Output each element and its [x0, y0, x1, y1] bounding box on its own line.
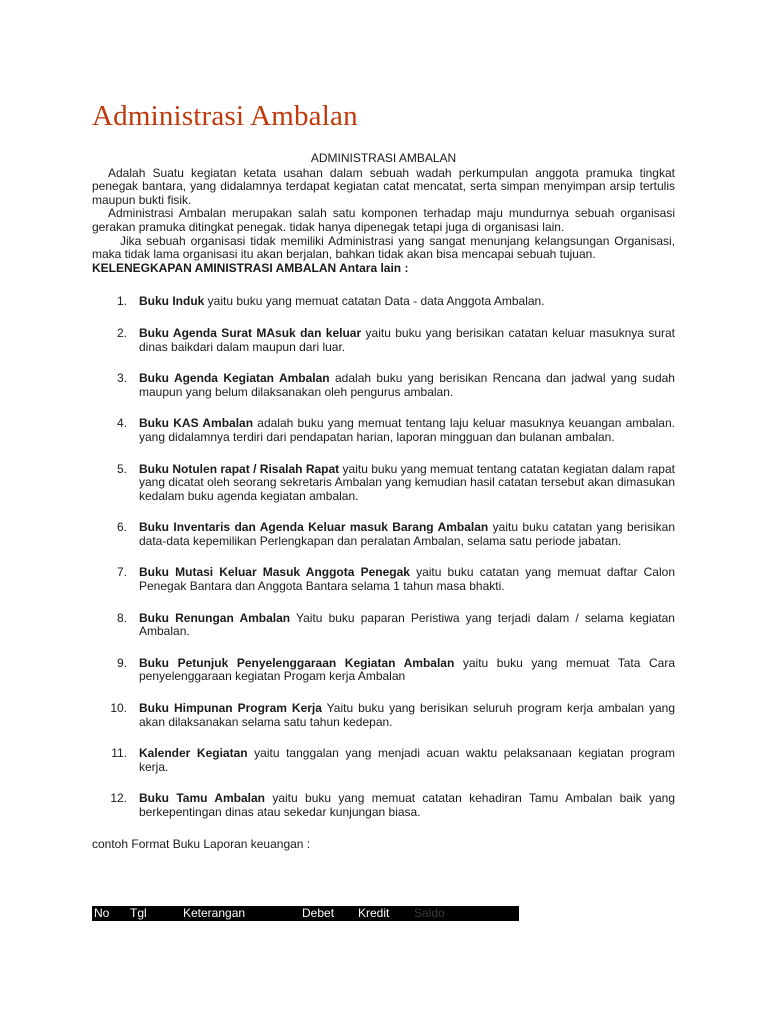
list-item — [92, 295, 675, 309]
paragraph-3: Jika sebuah organisasi tidak memiliki Administrasi yang sangat menunjang kelangsungan Organisasi, maka tidak lama organisasi itu akan berjalan, bahkan tidak akan bisa mencapai sebuah tujuan. — [92, 233, 675, 262]
list-item-title: Buku Mutasi Keluar Masuk Anggota Penegak — [139, 565, 410, 580]
list-item — [92, 463, 675, 504]
list-item-number: 5. — [116, 461, 127, 476]
paragraph-2: Administrasi Ambalan merupakan salah satu komponen terhadap maju mundurnya sebuah organisasi gerakan pramuka ditingkat penegak. tidak hanya dipenegak tetapi juga di organisasi lain. — [92, 206, 675, 234]
list-item-title: Buku KAS Ambalan — [139, 416, 254, 431]
list-item-title: Buku Inventaris dan Agenda Keluar masuk Barang Ambalan — [139, 520, 489, 535]
list-item-number: 12. — [110, 791, 127, 806]
list-item-number: 7. — [116, 565, 127, 580]
list-item-title: Buku Induk — [139, 294, 205, 309]
list-item-title: Kalender Kegiatan — [139, 746, 248, 761]
list-item-description: yaitu buku catatan yang memuat daftar Calon Penegak Bantara dan Anggota Bantara selama 1 tahun masa bhakti. — [139, 565, 675, 594]
list-item-title: Buku Renungan Ambalan — [139, 610, 291, 625]
list-item — [92, 327, 675, 354]
contoh-caption: contoh Format Buku Laporan keuangan : — [92, 836, 311, 851]
list-item-number: 8. — [116, 610, 127, 625]
list-item — [92, 521, 675, 548]
list-item-number: 3. — [116, 371, 127, 386]
kelengkapan-list — [92, 295, 675, 819]
list-item-description: yaitu tanggalan yang menjadi acuan waktu pelaksanaan kegiatan program kerja. — [139, 746, 675, 774]
list-item-title: Buku Tamu Ambalan — [139, 791, 266, 806]
list-item — [92, 747, 675, 774]
list-item — [92, 417, 675, 444]
list-item — [92, 792, 675, 819]
table-header-no: No — [94, 906, 110, 920]
list-item-description: Yaitu buku yang berisikan seluruh program kerja ambalan yang akan dilaksanakan selama satu tahun kedepan. — [139, 701, 676, 729]
list-item-description: yaitu buku yang memuat catatan kehadiran Tamu Ambalan baik yang berkepentingan dinas atau sekedar kunjungan biasa. — [139, 791, 675, 819]
list-item-number: 11. — [111, 746, 127, 761]
list-item-title: Buku Petunjuk Penyelenggaraan Kegiatan Ambalan — [139, 655, 455, 670]
table-header-debet: Debet — [302, 906, 335, 920]
page-title: Administrasi Ambalan — [92, 100, 358, 132]
list-item — [92, 612, 675, 639]
list-item-number: 4. — [116, 416, 127, 431]
list-item-number: 10. — [110, 701, 127, 716]
list-item-description: adalah buku yang memuat tentang laju keluar masuknya keuangan ambalan. yang didalamnya terdiri dari pendapatan harian, laporan mingguan dan bulanan ambalan. — [139, 416, 675, 444]
list-item-description: adalah buku yang berisikan Rencana dan jadwal yang sudah maupun yang belum dilaksanakan oleh pengurus ambalan. — [139, 371, 675, 399]
list-item-description: yaitu buku yang memuat tentang catatan kegiatan dalam rapat yang dicatat oleh seorang sekretaris Ambalan yang kemudian hasil catatan tersebut akan dimasukan kedalam buku agenda kegiatan ambalan. — [139, 461, 675, 503]
list-item-description: yaitu buku yang berisikan catatan keluar masuknya surat dinas baikdari dalam maupun dari luar. — [139, 325, 675, 354]
table-header-kredit: Kredit — [358, 906, 390, 920]
list-item-description: yaitu buku yang memuat catatan Data - data Anggota Ambalan. — [204, 294, 545, 309]
list-item-title: Buku Notulen rapat / Risalah Rapat — [139, 461, 340, 476]
list-item-number: 6. — [116, 520, 127, 535]
table-header-keterangan: Keterangan — [183, 906, 246, 920]
list-item — [92, 372, 675, 399]
list-item-description: Yaitu buku paparan Peristiwa yang terjadi dalam / selama kegiatan Ambalan. — [139, 610, 675, 639]
finance-table-header — [92, 906, 519, 921]
list-item-number: 9. — [116, 655, 127, 670]
kelengkapan-heading: KELENEGKAPAN AMINISTRASI AMBALAN Antara lain : — [92, 260, 409, 275]
intro-paragraph: Adalah Suatu kegiatan ketata usahan dalam sebuah wadah perkumpulan anggota pramuka tingkat penegak bantara, yang didalamnya terdapat kegiatan catat mencatat, serta simpan menyimpan arsip tertulis maupun bukti fisik. — [92, 165, 675, 207]
list-item-description: yaitu buku yang memuat Tata Cara penyelenggaraan kegiatan Progam kerja Ambalan — [139, 655, 676, 684]
table-header-tgl: Tgl — [130, 906, 147, 920]
list-item-title: Buku Agenda Surat MAsuk dan keluar — [139, 325, 362, 340]
document-body — [92, 152, 675, 851]
list-item — [92, 702, 675, 729]
list-item-title: Buku Himpunan Program Kerja — [139, 701, 322, 716]
list-item-number: 2. — [116, 325, 127, 340]
list-item — [92, 566, 675, 593]
table-header-saldo: Saldo — [414, 906, 445, 920]
list-item-description: yaitu buku catatan yang berisikan data-data kepemilikan Perlengkapan dan peralatan Ambalan, selama satu periode jabatan. — [139, 520, 675, 548]
list-item-title: Buku Agenda Kegiatan Ambalan — [139, 371, 330, 386]
list-item-number: 1. — [116, 294, 127, 309]
list-item — [92, 657, 675, 684]
section-heading: ADMINISTRASI AMBALAN — [310, 151, 457, 165]
